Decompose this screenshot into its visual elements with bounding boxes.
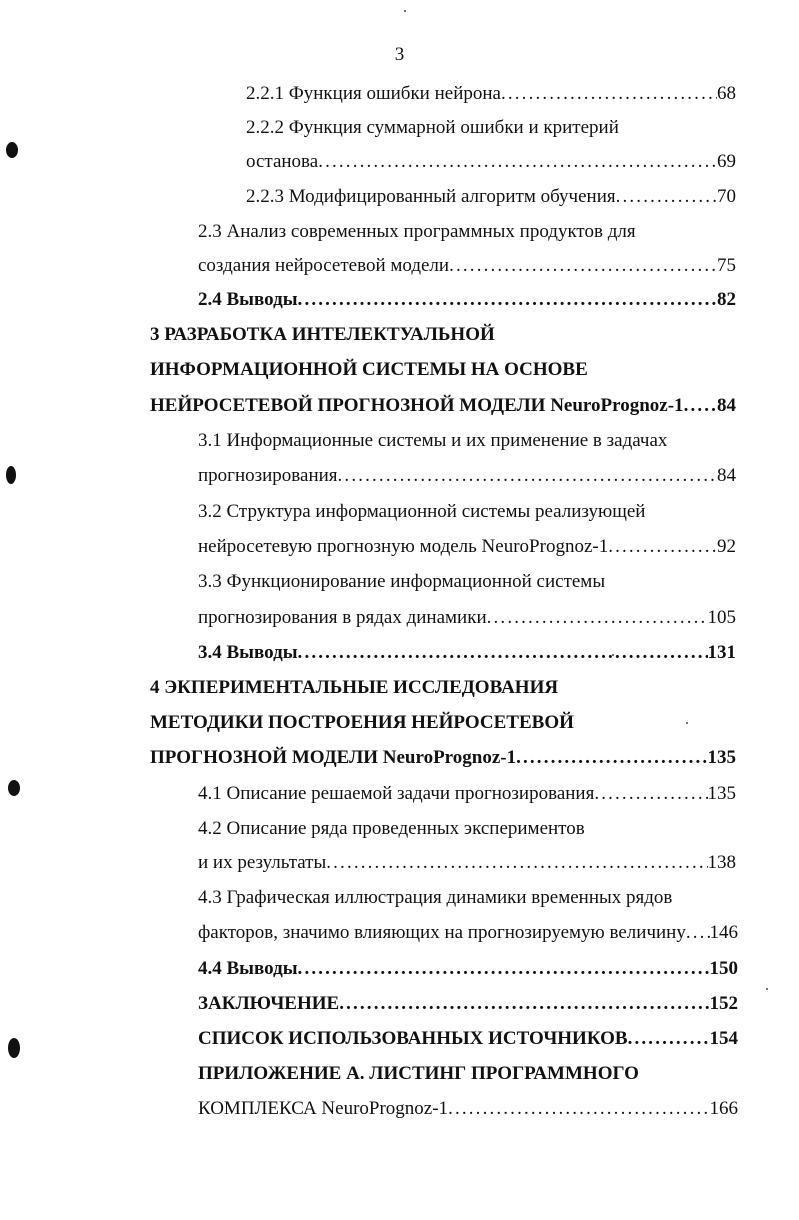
toc-entry-page: 150 <box>709 958 738 979</box>
toc-entry-title: 3.1 Информационные системы и их применение в задачах <box>198 430 668 451</box>
toc-entry-title: останова <box>246 151 319 172</box>
toc-entry-title: 4.2 Описание ряда проведенных экспериментов <box>198 818 585 839</box>
toc-entry-4-1 <box>198 781 736 807</box>
toc-entry-2-2-2-cont <box>246 149 736 175</box>
toc-entry-page: 75 <box>717 255 736 276</box>
toc-entry-page: 152 <box>709 993 738 1014</box>
dot-leader <box>684 393 717 419</box>
toc-entry-title: прогнозирования <box>198 465 338 486</box>
dot-leader <box>298 640 708 666</box>
toc-entry-title: 4.3 Графическая иллюстрация динамики временных рядов <box>198 887 673 908</box>
toc-entry-3-3-cont <box>198 605 736 631</box>
toc-entry-page: 92 <box>717 536 736 557</box>
toc-entry-2-2-3 <box>246 184 736 210</box>
scan-hole-mark <box>6 466 16 484</box>
toc-entry-3-3 <box>198 569 605 595</box>
toc-entry-page: 131 <box>707 642 736 663</box>
scan-speck <box>404 10 406 12</box>
toc-entry-3-1 <box>198 428 667 454</box>
scan-hole-mark <box>6 142 18 158</box>
toc-entry-page: 84 <box>717 465 736 486</box>
toc-chapter-3 <box>150 322 495 348</box>
toc-entry-3-1-cont <box>198 463 736 489</box>
dot-leader <box>318 149 717 175</box>
toc-entry-title: факторов, значимо влияющих на прогнозируемую величину <box>198 922 686 943</box>
toc-entry-title: КОМПЛЕКСА NeuroPrognoz-1 <box>198 1098 449 1119</box>
dot-leader <box>448 1096 709 1122</box>
dot-leader <box>449 253 717 279</box>
toc-entry-title: 3 РАЗРАБОТКА ИНТЕЛЕКТУАЛЬНОЙ <box>150 324 495 345</box>
scan-speck <box>612 654 614 656</box>
dot-leader <box>516 745 707 771</box>
toc-entry-title: 3.4 Выводы <box>198 642 298 663</box>
toc-entry-title: 2.3 Анализ современных программных продуктов для <box>198 221 636 242</box>
toc-entry-2-3 <box>198 219 636 245</box>
toc-entry-page: 166 <box>709 1098 738 1119</box>
toc-chapter-4-cont <box>150 710 574 736</box>
toc-entry-2-4 <box>198 287 736 313</box>
page-number: 3 <box>394 44 405 65</box>
toc-entry-page: 68 <box>717 83 736 104</box>
scan-speck <box>766 988 768 990</box>
toc-chapter-4-end <box>150 745 736 771</box>
toc-entry-4-3 <box>198 885 672 911</box>
toc-entry-title: и их результаты <box>198 852 327 873</box>
dot-leader <box>298 287 717 313</box>
toc-entry-page: 146 <box>709 922 738 943</box>
toc-entry-4-2-cont <box>198 850 736 876</box>
dot-leader <box>628 1026 710 1052</box>
toc-entry-title: 2.2.3 Модифицированный алгоритм обучения <box>246 186 616 207</box>
toc-entry-title: 4.4 Выводы <box>198 958 298 979</box>
toc-entry-2-3-cont <box>198 253 736 279</box>
toc-entry-page: 82 <box>717 289 736 310</box>
toc-entry-title: 2.2.1 Функция ошибки нейрона <box>246 83 501 104</box>
toc-entry-title: 2.2.2 Функция суммарной ошибки и критерий <box>246 117 619 138</box>
toc-chapter-3-cont <box>150 357 588 383</box>
toc-references <box>198 1026 738 1052</box>
dot-leader <box>608 534 717 560</box>
toc-conclusion <box>198 991 738 1017</box>
toc-entry-title: 3.3 Функционирование информационной системы <box>198 571 606 592</box>
toc-entry-title: 3.2 Структура информационной системы реализующей <box>198 501 646 522</box>
toc-entry-title: создания нейросетевой модели <box>198 255 450 276</box>
toc-entry-title: 2.4 Выводы <box>198 289 298 310</box>
toc-entry-2-2-1 <box>246 81 736 107</box>
toc-entry-page: 70 <box>717 186 736 207</box>
toc-entry-4-2 <box>198 816 585 842</box>
toc-entry-title: 4 ЭКПЕРИМЕНТАЛЬНЫЕ ИССЛЕДОВАНИЯ <box>150 677 559 698</box>
toc-entry-page: 69 <box>717 151 736 172</box>
dot-leader <box>338 463 717 489</box>
toc-entry-title: ПРИЛОЖЕНИЕ А. ЛИСТИНГ ПРОГРАММНОГО <box>198 1063 639 1084</box>
toc-entry-4-3-cont <box>198 920 738 946</box>
toc-entry-page: 135 <box>707 747 736 768</box>
toc-entry-title: 4.1 Описание решаемой задачи прогнозирования <box>198 783 595 804</box>
toc-entry-title: МЕТОДИКИ ПОСТРОЕНИЯ НЕЙРОСЕТЕВОЙ <box>150 712 574 733</box>
toc-entry-3-2-cont <box>198 534 736 560</box>
toc-entry-page: 105 <box>707 607 736 628</box>
toc-entry-title: нейросетевую прогнозную модель NeuroPrognoz-1 <box>198 536 609 557</box>
toc-chapter-4 <box>150 675 558 701</box>
dot-leader <box>339 991 709 1017</box>
scan-speck <box>686 722 688 724</box>
scan-hole-mark <box>8 780 20 796</box>
dot-leader <box>686 920 710 946</box>
toc-entry-page: 154 <box>709 1028 738 1049</box>
toc-entry-title: прогнозирования в рядах динамики <box>198 607 487 628</box>
toc-entry-title: ЗАКЛЮЧЕНИЕ <box>198 993 340 1014</box>
toc-entry-page: 135 <box>707 783 736 804</box>
dot-leader <box>487 605 708 631</box>
dot-leader <box>326 850 707 876</box>
toc-entry-title: СПИСОК ИСПОЛЬЗОВАННЫХ ИСТОЧНИКОВ <box>198 1028 628 1049</box>
toc-entry-title: ПРОГНОЗНОЙ МОДЕЛИ NeuroPrognoz-1 <box>150 747 517 768</box>
toc-entry-page: 84 <box>717 395 736 416</box>
toc-entry-title: НЕЙРОСЕТЕВОЙ ПРОГНОЗНОЙ МОДЕЛИ NeuroPrognoz-1 <box>150 395 684 416</box>
scan-hole-mark <box>8 1038 20 1058</box>
toc-entry-2-2-2 <box>246 115 619 141</box>
dot-leader <box>501 81 717 107</box>
toc-entry-3-4 <box>198 640 736 666</box>
toc-entry-3-2 <box>198 499 645 525</box>
toc-chapter-3-end <box>150 393 736 419</box>
toc-entry-page: 138 <box>707 852 736 873</box>
dot-leader <box>594 781 707 807</box>
toc-appendix-a-cont <box>198 1096 738 1122</box>
toc-appendix-a <box>198 1061 639 1087</box>
toc-entry-4-4 <box>198 956 738 982</box>
dot-leader <box>616 184 717 210</box>
toc-entry-title: ИНФОРМАЦИОННОЙ СИСТЕМЫ НА ОСНОВЕ <box>150 359 588 380</box>
dot-leader <box>298 956 710 982</box>
